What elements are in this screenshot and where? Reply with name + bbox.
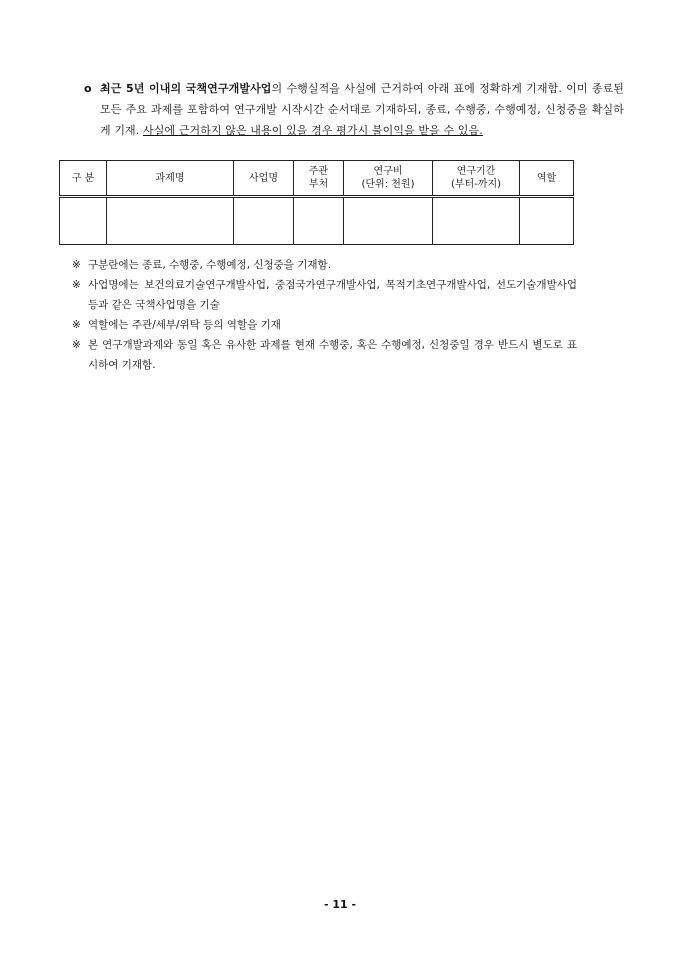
header-project-name: 과제명: [107, 161, 234, 197]
cell-program-name[interactable]: [234, 197, 294, 245]
intro-body: [100, 78, 624, 141]
reference-mark: ※: [72, 259, 81, 271]
cell-project-name[interactable]: [107, 197, 234, 245]
cell-ministry[interactable]: [294, 197, 344, 245]
header-role: 역할: [520, 161, 574, 197]
header-ministry: 주관 부처: [294, 161, 344, 197]
note-item: [72, 255, 577, 275]
cell-period[interactable]: [433, 197, 520, 245]
intro-paragraph: [84, 78, 624, 141]
intro-text: 의 수행실적을 사실에 근거하여 아래 표에 정확하게 기재함. 이미 종료된 모든 주요 과제를 포함하여 연구개발 시작시간 순서대로 기재하되, 종료, 수행중, 수행예정, 신청중을 확실하게 기재.: [100, 82, 624, 137]
notes-list: [72, 255, 577, 375]
reference-mark: ※: [72, 319, 81, 331]
header-category: 구 분: [60, 161, 107, 197]
reference-mark: ※: [72, 279, 81, 291]
note-text: 본 연구개발과제와 동일 혹은 유사한 과제를 현재 수행중, 혹은 수행예정, 신청중일 경우 반드시 별도로 표시하여 기재함.: [88, 339, 577, 371]
bullet-mark: o: [84, 82, 92, 95]
header-budget: 연구비 (단위: 천원): [344, 161, 433, 197]
reference-mark: ※: [72, 339, 81, 351]
table-row: [60, 197, 574, 245]
page-number: - 11 -: [323, 898, 357, 911]
cell-budget[interactable]: [344, 197, 433, 245]
note-text: 역할에는 주관/세부/위탁 등의 역할을 기재: [88, 319, 281, 331]
intro-bold-lead: 최근 5년 이내의 국책연구개발사업: [100, 82, 272, 95]
project-table: [59, 160, 574, 245]
note-text: 사업명에는 보건의료기술연구개발사업, 중점국가연구개발사업, 목적기초연구개발사업, 선도기술개발사업 등과 같은 국책사업명을 기술: [88, 279, 577, 311]
note-item: [72, 335, 577, 375]
note-item: [72, 315, 577, 335]
cell-category[interactable]: [60, 197, 107, 245]
intro-underlined-warning: 사실에 근거하지 않은 내용이 있을 경우 평가시 불이익을 받을 수 있음.: [142, 124, 483, 137]
cell-role[interactable]: [520, 197, 574, 245]
table-header-row: [60, 161, 574, 197]
header-period: 연구기간 (부터-까지): [433, 161, 520, 197]
note-item: [72, 275, 577, 315]
note-text: 구분란에는 종료, 수행중, 수행예정, 신청중을 기재함.: [88, 259, 332, 271]
header-program-name: 사업명: [234, 161, 294, 197]
